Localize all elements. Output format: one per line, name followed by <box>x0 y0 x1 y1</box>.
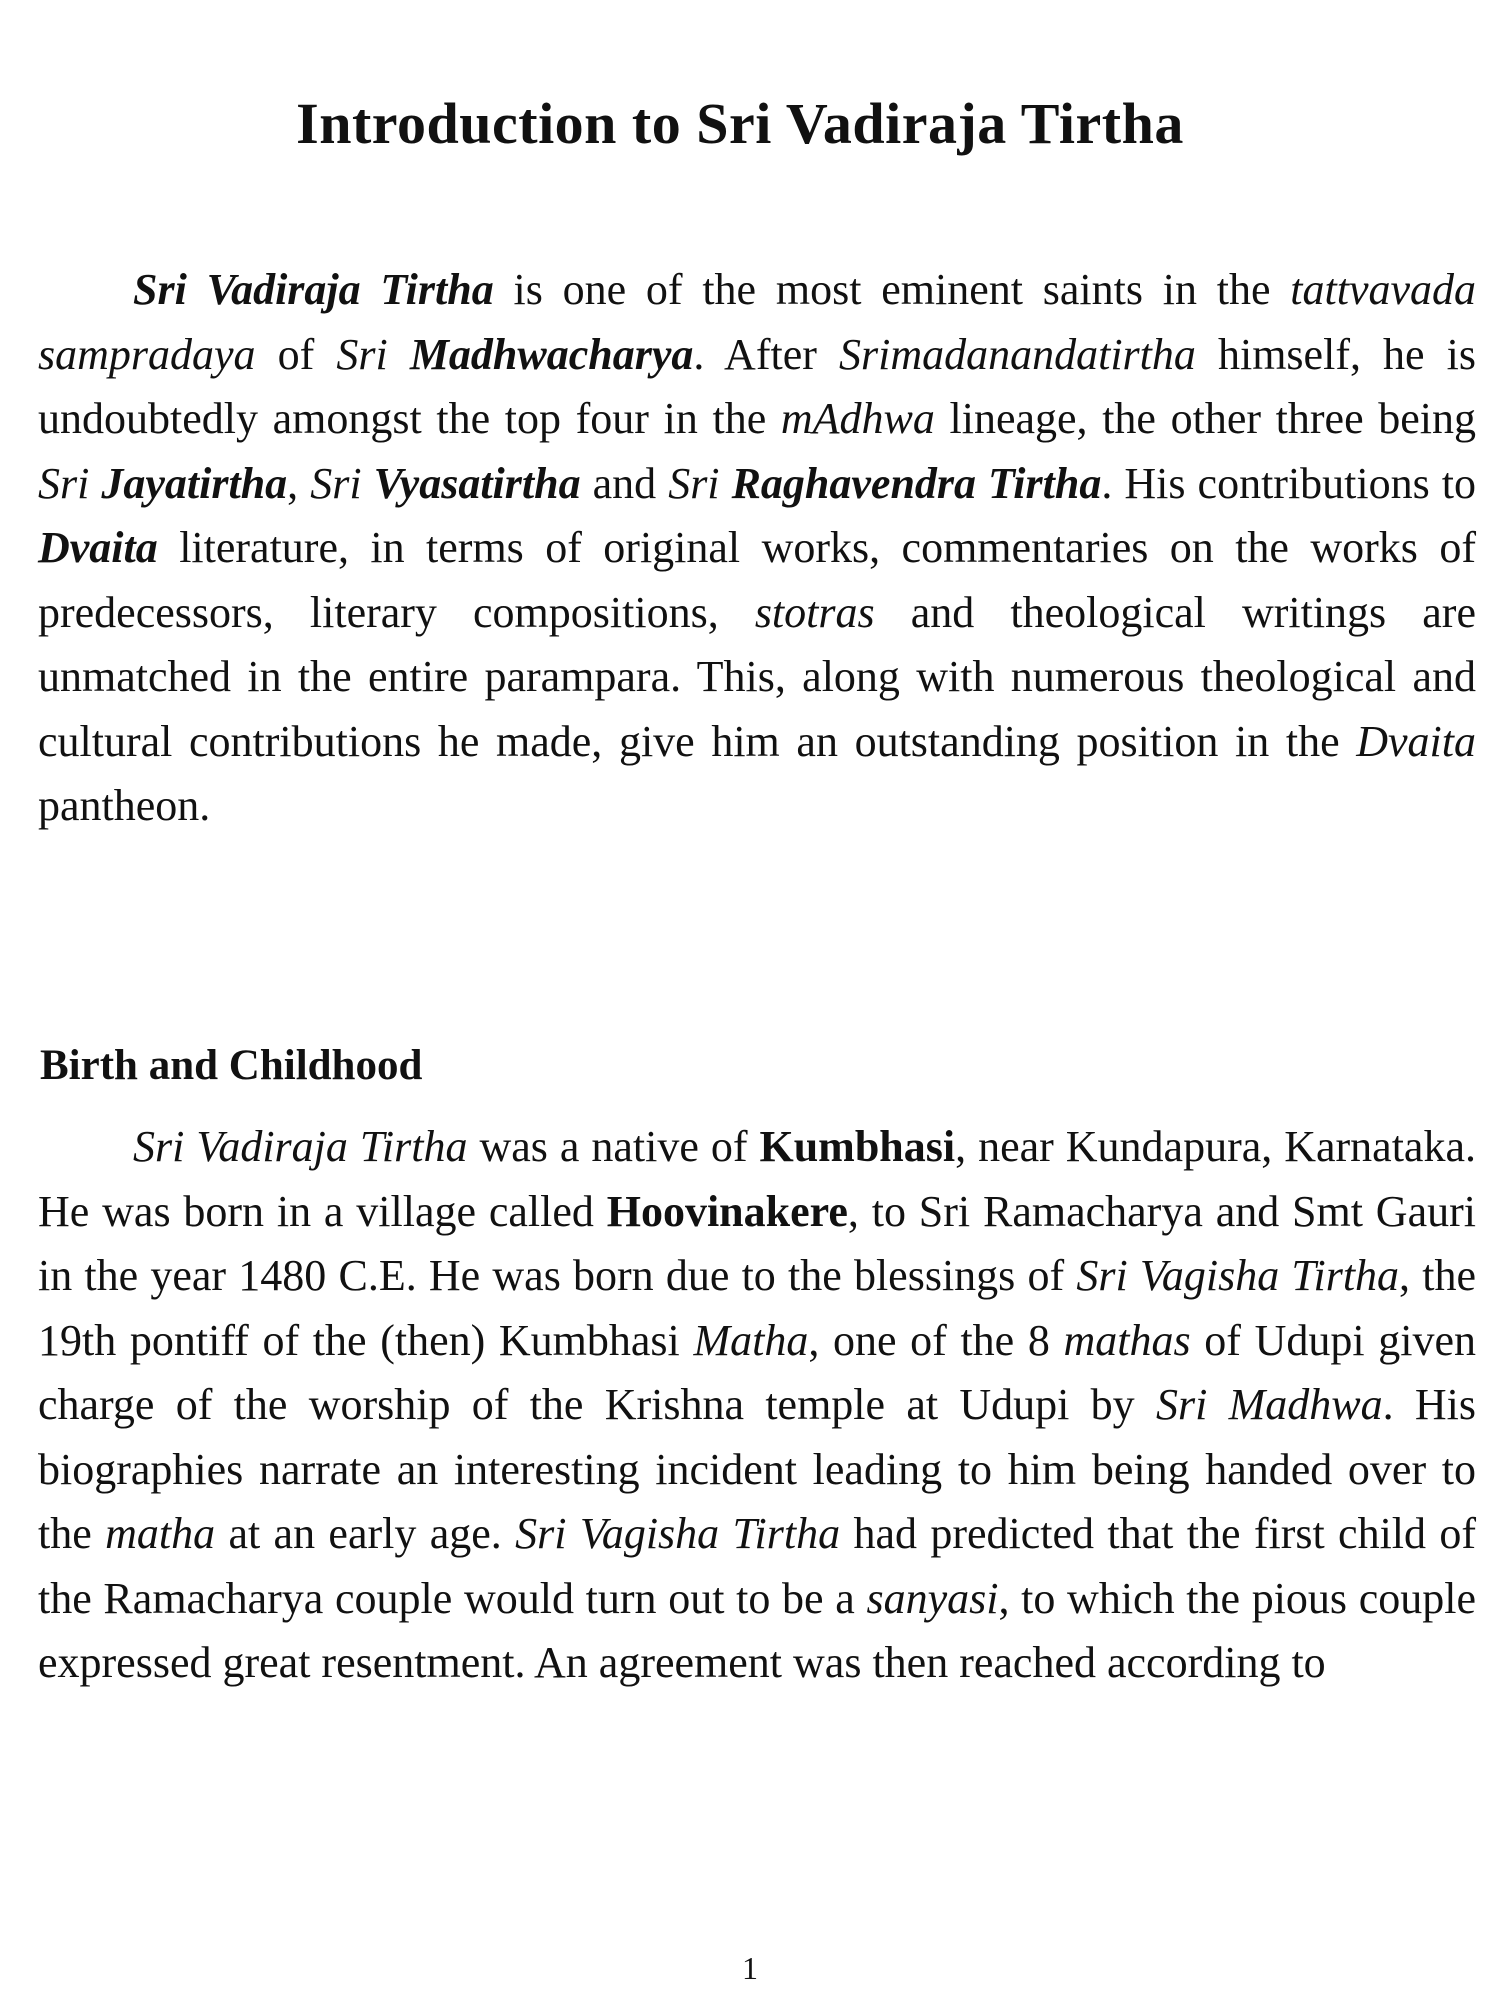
text-run: was a native of <box>467 1122 760 1171</box>
page-number: 1 <box>742 1950 758 1986</box>
text-run: of Udupi given charge of the worship of the Krishna temple at Udupi by <box>38 1315 1477 1429</box>
emph-vagisha: Sri Vagisha Tirtha <box>515 1509 841 1558</box>
emph-hoovinakere: Hoovinakere <box>606 1186 848 1236</box>
page-title: Introduction to Sri Vadiraja Tirtha <box>296 91 1184 156</box>
emph-matha: Matha <box>693 1315 809 1365</box>
emph-sri: Sri <box>310 458 374 508</box>
emph-vadiraja: Sri Vadiraja Tirtha <box>133 265 494 314</box>
text-run: had predicted that the first child of the Ramacharya couple would turn out to be a <box>38 1509 1477 1623</box>
text-run: and theological writings are unmatched in the entire parampara. This, along with numerous theological and cultural contributions he made, give him an outstanding position in the <box>38 587 1476 766</box>
emph-srimadanandatirtha: Srimadanandatirtha <box>838 329 1196 379</box>
emph-tattvavada: tattvavada sampradaya <box>38 265 1476 379</box>
text-run: is one of the most eminent saints in the <box>493 265 1291 314</box>
text-run: himself, he is undoubtedly amongst the top four in the <box>38 329 1477 443</box>
text-run: , near Kundapura, Karnataka. He was born in a village called <box>38 1122 1476 1236</box>
text-run: , the 19th pontiff of the (then) Kumbhasi <box>38 1251 1476 1365</box>
text-run: literature, in terms of original works, commentaries on the works of predecessors, literary compositions, <box>38 523 1476 637</box>
emph-sri: Sri <box>336 329 410 379</box>
emph-sri: Sri <box>38 458 102 508</box>
emph-mathas: mathas <box>1063 1315 1191 1365</box>
text-run: , one of the 8 <box>808 1315 1064 1365</box>
text-run: of <box>255 329 337 379</box>
emph-sri: Sri <box>668 458 732 508</box>
emph-madhwacharya: Madhwacharya <box>409 329 694 379</box>
text-run: , to which the pious couple expressed great resentment. An agreement was then reached according to <box>38 1573 1477 1687</box>
text-run: . His biographies narrate an interesting incident leading to him being handed over to the <box>38 1380 1477 1558</box>
text-run: . After <box>693 329 839 379</box>
text-run: pantheon. <box>38 781 211 830</box>
text-run: and <box>580 458 669 508</box>
text-run: , <box>287 458 311 508</box>
emph-madhwa: mAdhwa <box>780 394 935 443</box>
emph-sanyasi: sanyasi <box>866 1573 999 1623</box>
emph-jayatirtha: Jayatirtha <box>101 458 288 508</box>
text-run: His contributions to <box>1124 458 1476 508</box>
emph-vadiraja: Sri Vadiraja Tirtha <box>133 1122 468 1171</box>
text-run: . <box>1101 458 1125 508</box>
emph-sri-madhwa: Sri Madhwa <box>1155 1380 1383 1429</box>
emph-kumbhasi: Kumbhasi <box>759 1122 956 1171</box>
emph-vyasatirtha: Vyasatirtha <box>373 458 581 508</box>
emph-dvaita: Dvaita <box>38 523 158 572</box>
emph-stotras: stotras <box>754 587 875 637</box>
birth-paragraph <box>38 1115 1476 1696</box>
emph-raghavendra: Raghavendra Tirtha <box>731 458 1102 508</box>
section-heading: Birth and Childhood <box>40 1042 423 1089</box>
text-run: , to Sri Ramacharya and Smt Gauri in the year 1480 C.E. He was born due to the blessings of <box>38 1186 1476 1300</box>
intro-paragraph <box>38 258 1476 839</box>
emph-dvaita: Dvaita <box>1356 716 1476 766</box>
text-run: lineage, the other three being <box>934 394 1476 443</box>
emph-vagisha: Sri Vagisha Tirtha <box>1076 1251 1400 1300</box>
emph-matha: matha <box>105 1509 216 1558</box>
text-run: at an early age. <box>215 1509 516 1558</box>
